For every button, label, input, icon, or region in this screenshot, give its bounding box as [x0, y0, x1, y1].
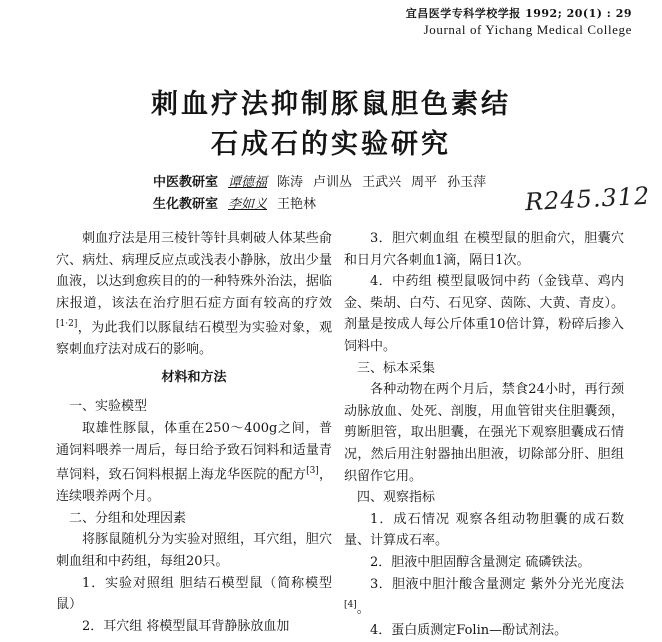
intro-text: 刺血疗法是用三棱针等针具刺破人体某些俞穴、病灶、病理反应点或浅表小静脉，放出少量血液，以达到愈疾目的的一种特殊外治法，据临床报道，该法在治疗胆石症方面有较高的疗效 [56, 231, 332, 311]
author-name: 陈涛 [277, 175, 304, 190]
journal-citation: 宜昌医学专科学校学报 1992; 20(1) : 29 [405, 7, 632, 20]
section-3-text: 各种动物在两个月后，禁食24小时，再行颈动脉放血、处死、剖腹，用血管钳夹住胆囊颈，剪断胆管，取出胆囊，在强光下观察胆囊成石情况，然后用注射器抽出胆液，切除部分肝、胆组织留作它用。 [344, 382, 624, 484]
section-2-title: 二、分组和处理因素 [69, 510, 187, 526]
group-item-4: 4．中药组 模型鼠吸饲中药（金钱草、鸡内金、柴胡、白芍、石见穿、茵陈、大黄、青皮）。剂量是按成人每公斤体重10倍计算，粉碎后掺入饲料中。 [344, 274, 624, 354]
section-1-text-b: ，连续喂养两个月。 [56, 467, 332, 505]
methods-heading: 材料和方法 [161, 369, 227, 385]
author-name: 王艳林 [277, 197, 317, 212]
author-row-2 [153, 194, 486, 216]
group-item-1: 1．实验对照组 胆结石模型鼠（简称模型鼠） [56, 575, 332, 613]
article-title-line2: 石成石的实验研究 [211, 129, 451, 160]
author-name: 孙玉萍 [447, 175, 487, 190]
reference-marker: [1·2] [56, 319, 78, 330]
section-1-text-a: 取雄性豚鼠，体重在250～400g之间，普通饲料喂养一周后，每日给予致石饲料和适量青草饲料，致石饲料根据上海龙华医院的配方 [56, 421, 332, 483]
handwritten-classification-code: R245.312 [524, 181, 651, 217]
reference-marker: [4] [344, 600, 357, 611]
group-item-2: 2．耳穴组 将模型鼠耳背静脉放血加 [82, 618, 290, 634]
department-tcm: 中医教研室 [153, 175, 219, 190]
intro-text-tail: ，为此我们以豚鼠结石模型为实验对象，观察刺血疗法对成石的影响。 [56, 320, 332, 358]
right-column [344, 228, 624, 642]
author-name: 谭德福 [228, 175, 268, 190]
journal-name: Journal of Yichang Medical College [423, 22, 632, 37]
author-name: 王武兴 [362, 175, 402, 190]
group-item-3: 3．胆穴刺血组 在模型鼠的胆俞穴，胆囊穴和日月穴各刺血1滴，隔日1次。 [344, 231, 624, 268]
observation-2: 2．胆液中胆固醇含量测定 硫磷铁法。 [370, 554, 591, 570]
reference-marker: [3] [306, 466, 319, 477]
author-name: 李如义 [228, 197, 268, 212]
observation-4: 4．蛋白质测定Folin—酚试剂法。 [370, 623, 568, 639]
observation-3-tail: 。 [356, 601, 370, 617]
left-column [56, 228, 332, 637]
section-1-text [56, 418, 332, 508]
section-2-text: 将豚鼠随机分为实验对照组，耳穴组，胆穴刺血组和中药组，每组20只。 [56, 532, 332, 569]
author-name: 卢训丛 [313, 175, 353, 190]
department-biochem: 生化教研室 [153, 197, 219, 212]
section-1-title: 一、实验模型 [69, 399, 148, 415]
observation-3 [344, 574, 624, 621]
intro-paragraph [56, 228, 332, 361]
observation-3-text: 3．胆液中胆汁酸含量测定 紫外分光光度法 [370, 576, 624, 592]
observation-1: 1．成石情况 观察各组动物胆囊的成石数量、计算成石率。 [344, 511, 624, 549]
journal-header [406, 6, 632, 38]
section-4-title: 四、观察指标 [357, 490, 436, 506]
author-name: 周平 [411, 175, 438, 190]
section-3-title: 三、标本采集 [357, 360, 436, 376]
author-block [153, 172, 486, 216]
article-title-line1: 刺血疗法抑制豚鼠胆色素结 [151, 89, 511, 120]
author-row-1 [153, 172, 486, 194]
